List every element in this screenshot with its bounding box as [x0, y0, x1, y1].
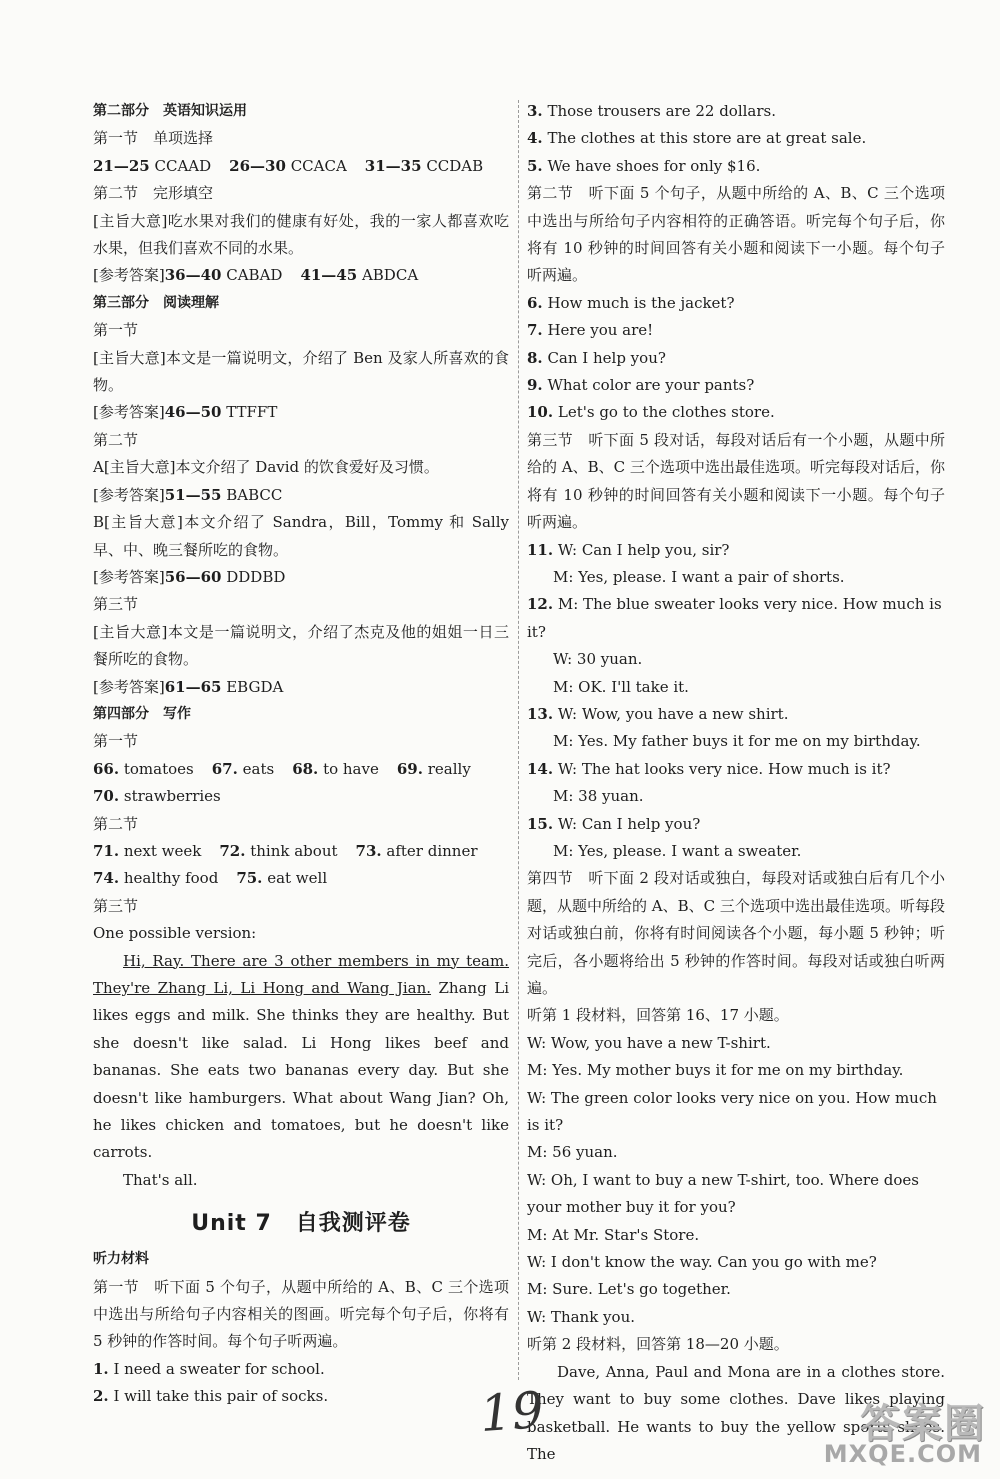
- main-idea: [主旨大意]本文是一篇说明文，介绍了 Ben 及家人所喜欢的食物。: [93, 348, 509, 395]
- essay-closing: That's all.: [123, 1170, 198, 1189]
- dialogue-line: M: 38 yuan.: [553, 787, 644, 806]
- listening-item: 9. What color are your pants?: [527, 376, 755, 395]
- watermark-logo: [824, 1388, 992, 1474]
- dialogue-line: W: Thank you.: [527, 1307, 635, 1326]
- listening-item: 4. The clothes at this store are at great sale.: [527, 129, 867, 148]
- subsection-heading: 第二节: [93, 814, 139, 833]
- listening-item: 8. Can I help you?: [527, 348, 666, 367]
- dialogue-line: M: At Mr. Star's Store.: [527, 1225, 700, 1244]
- answer-line: 21—25 CCAAD 26—30 CCACA 31—35 CCDAB: [93, 156, 484, 175]
- dialogue-line: M: Yes, please. I want a sweater.: [553, 841, 802, 860]
- dialogue-line: 14. W: The hat looks very nice. How much is it?: [527, 759, 891, 778]
- section-heading: 听力材料: [93, 1251, 149, 1268]
- column-divider: [518, 100, 519, 1380]
- subsection-heading: 第一节: [93, 321, 139, 340]
- listening-item: 10. Let's go to the clothes store.: [527, 403, 775, 422]
- main-idea: [主旨大意]本文是一篇说明文，介绍了杰克及他的姐姐一日三餐所吃的食物。: [93, 622, 509, 669]
- dialogue-line: M: 56 yuan.: [527, 1143, 618, 1162]
- section-instructions: 第一节 听下面 5 个句子，从题中所给的 A、B、C 三个选项中选出与所给句子内容相关的图画。听完每个句子后，你将有 5 秒钟的作答时间。每个句子听两遍。: [93, 1277, 509, 1351]
- listening-item: 5. We have shoes for only $16.: [527, 156, 761, 175]
- dialogue-line: M: Yes. My father buys it for me on my birthday.: [553, 732, 921, 751]
- left-column: [93, 98, 509, 1411]
- subsection-heading: 第三节: [93, 595, 139, 614]
- version-label: One possible version:: [93, 924, 257, 943]
- main-idea: [主旨大意]吃水果对我们的健康有好处，我的一家人都喜欢吃水果，但我们喜欢不同的水果。: [93, 211, 509, 258]
- answer-line: [参考答案]46—50 TTFFT: [93, 403, 278, 422]
- material-heading: 听第 2 段材料，回答第 18—20 小题。: [527, 1335, 789, 1354]
- section-instructions: 第四节 听下面 2 段对话或独白，每段对话或独白后有几个小题，从题中所给的 A、B、C 三个选项中选出最佳选项。听每段对话或独白前，你将有时间阅读各个小题，每小题 5 秒钟；听完后，各小题将给出 5 秒钟的作答时间。每段对话或独白听两遍。: [527, 869, 945, 997]
- page-number: 19: [478, 1380, 546, 1444]
- dialogue-line: 11. W: Can I help you, sir?: [527, 540, 730, 559]
- section-instructions: 第二节 听下面 5 个句子，从题中所给的 A、B、C 三个选项中选出与所给句子内容相符的正确答语。听完每个句子后，你将有 10 秒钟的时间回答有关小题和阅读下一小题。每个句子听两遍。: [527, 184, 945, 285]
- dialogue-line: 12. M: The blue sweater looks very nice. How much is it?: [527, 595, 942, 641]
- essay-paragraph: Hi, Ray. There are 3 other members in my team. They're Zhang Li, Li Hong and Wang Jian. Zhang Li likes eggs and milk. She thinks they are healthy. But she doesn't like salad. Li Hong likes beef and bananas. She eats two bananas every day. But she doesn't like hamburgers. What about Wang Jian? Oh, he likes chicken and tomatoes, but he doesn't like carrots.: [93, 951, 509, 1162]
- section-instructions: 第三节 听下面 5 段对话，每段对话后有一个小题，从题中所给的 A、B、C 三个选项中选出最佳选项。听完每段对话后，你将有 10 秒钟的时间回答有关小题和阅读下一小题。每个句子听两遍。: [527, 430, 945, 532]
- listening-item: 7. Here you are!: [527, 321, 654, 340]
- section-heading: 第二部分 英语知识运用: [93, 103, 247, 119]
- subsection-heading: 第二节: [93, 430, 139, 449]
- watermark-logo-text: 答案圈: [860, 1401, 986, 1447]
- dialogue-line: 15. W: Can I help you?: [527, 814, 701, 833]
- dialogue-line: W: Wow, you have a new T-shirt.: [527, 1033, 771, 1052]
- answer-line: 66. tomatoes 67. eats 68. to have 69. really: [93, 759, 471, 778]
- dialogue-line: M: OK. I'll take it.: [553, 677, 689, 696]
- material-heading: 听第 1 段材料，回答第 16、17 小题。: [527, 1006, 789, 1025]
- passage-paragraph: Dave, Anna, Paul and Mona are in a clothes store. They want to buy some clothes. Dave likes playing basketball. He wants to buy the yellow sports shoes. The: [527, 1362, 945, 1463]
- main-idea: B[主旨大意]本文介绍了 Sandra，Bill，Tommy 和 Sally 早、中、晚三餐所吃的食物。: [93, 513, 509, 559]
- dialogue-line: W: Oh, I want to buy a new T-shirt, too. Where does your mother buy it for you?: [527, 1170, 919, 1217]
- watermark-url: MXQE.COM: [823, 1440, 982, 1468]
- answer-line: [参考答案]61—65 EBGDA: [93, 677, 284, 696]
- listening-item: 2. I will take this pair of socks.: [93, 1387, 329, 1406]
- dialogue-line: W: I don't know the way. Can you go with me?: [527, 1253, 877, 1272]
- section-heading: 第四部分 写作: [93, 705, 191, 722]
- dialogue-line: M: Sure. Let's go together.: [527, 1280, 731, 1299]
- listening-item: 1. I need a sweater for school.: [93, 1359, 325, 1378]
- dialogue-line: W: 30 yuan.: [553, 650, 643, 669]
- listening-item: 6. How much is the jacket?: [527, 293, 735, 312]
- subsection-heading: 第一节 单项选择: [93, 129, 214, 148]
- listening-item: 3. Those trousers are 22 dollars.: [527, 102, 776, 120]
- subsection-heading: 第三节: [93, 896, 139, 915]
- dialogue-line: W: The green color looks very nice on you. How much is it?: [527, 1088, 937, 1135]
- answer-line: [参考答案]56—60 DDDBD: [93, 567, 286, 586]
- subsection-heading: 第二节 完形填空: [93, 184, 214, 203]
- answer-line: [参考答案]51—55 BABCC: [93, 485, 283, 504]
- answer-line: 71. next week 72. think about 73. after dinner: [93, 841, 478, 860]
- dialogue-line: 13. W: Wow, you have a new shirt.: [527, 704, 789, 723]
- dialogue-line: M: Yes, please. I want a pair of shorts.: [553, 567, 845, 586]
- section-heading: 第三部分 阅读理解: [93, 294, 219, 311]
- answer-line: [参考答案]36—40 CABAD 41—45 ABDCA: [93, 266, 419, 285]
- main-idea: A[主旨大意]本文介绍了 David 的饮食爱好及习惯。: [93, 458, 439, 477]
- subsection-heading: 第一节: [93, 732, 139, 751]
- answer-line: 70. strawberries: [93, 787, 221, 806]
- unit-title: Unit 7 自我测评卷: [191, 1211, 411, 1237]
- right-column: [527, 98, 945, 1468]
- dialogue-line: M: Yes. My mother buys it for me on my birthday.: [527, 1061, 904, 1080]
- answer-line: 74. healthy food 75. eat well: [93, 869, 328, 888]
